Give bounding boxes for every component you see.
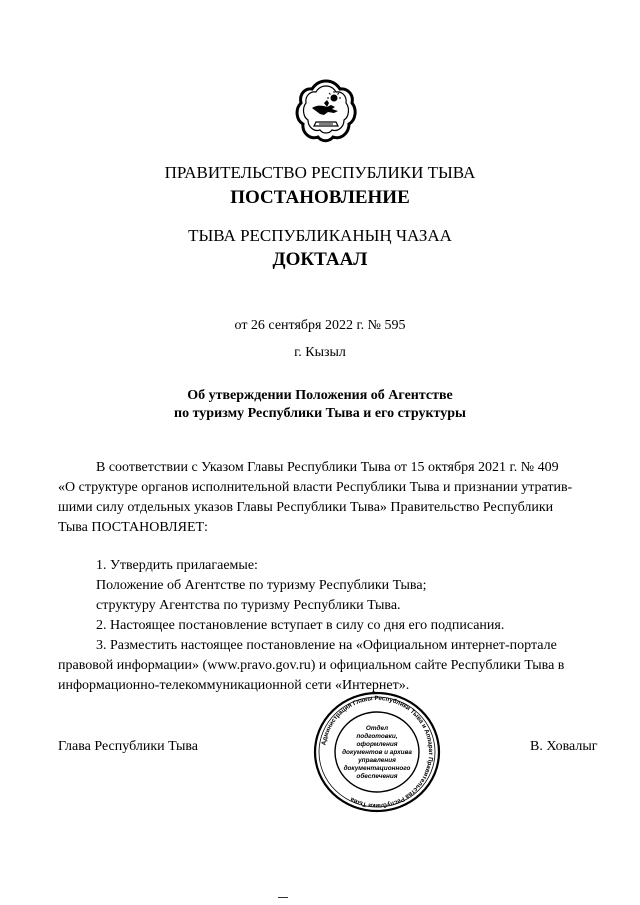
item-3-line1: 3. Разместить настоящее постановление на «Официальном интернет-портале	[96, 638, 557, 653]
svg-text:документов и архива: документов и архива	[342, 749, 412, 756]
item-2: 2. Настоящее постановление вступает в силу со дня его подписания.	[96, 618, 505, 633]
document-title-line1: Об утверждении Положения об Агентстве	[187, 388, 453, 403]
page-mark	[278, 897, 288, 898]
government-heading-tyvan: ТЫВА РЕСПУБЛИКАНЫҢ ЧАЗАА	[188, 226, 452, 245]
svg-text:управления: управления	[358, 757, 396, 764]
signature-name: В. Ховалыг	[530, 739, 598, 754]
svg-text:оформления: оформления	[356, 741, 398, 748]
document-type-heading: ПОСТАНОВЛЕНИЕ	[230, 187, 410, 208]
official-stamp-icon	[312, 690, 442, 814]
svg-text:подготовки,: подготовки,	[356, 733, 398, 740]
date-and-number: от 26 сентября 2022 г. № 595	[234, 318, 406, 333]
item-1a: Положение об Агентстве по туризму Республики Тыва;	[96, 578, 427, 593]
document-title-line2: по туризму Республики Тыва и его структуры	[174, 406, 466, 421]
document-type-heading-tyvan: ДОКТААЛ	[272, 249, 368, 270]
signature-position: Глава Республики Тыва	[58, 739, 199, 754]
svg-text:документационного: документационного	[343, 765, 411, 772]
preamble	[58, 458, 608, 538]
preamble-line3: шими силу отдельных указов Главы Республики Тыва» Правительство Республики	[58, 500, 554, 515]
svg-text:Администрация Главы Республики: Администрация Главы Республики Тыва и Аппарат Правительства Республики Тыва	[320, 694, 435, 810]
item-1: 1. Утвердить прилагаемые:	[96, 558, 258, 573]
preamble-line4: Тыва ПОСТАНОВЛЯЕТ:	[58, 520, 208, 535]
document-title	[0, 387, 640, 423]
item-3-line3: информационно-телекоммуникационной сети «Интернет».	[58, 678, 410, 693]
preamble-line1: В соответствии с Указом Главы Республики Тыва от 15 октября 2021 г. № 409	[96, 460, 559, 475]
item-1b: структуру Агентства по туризму Республики Тыва.	[96, 598, 401, 613]
resolution-items	[58, 556, 608, 696]
city: г. Кызыл	[294, 345, 346, 360]
tuva-emblem-icon	[294, 78, 358, 144]
svg-text:Отдел: Отдел	[365, 725, 389, 732]
svg-text:обеспечения: обеспечения	[356, 773, 398, 780]
item-3-line2: правовой информации» (www.pravo.gov.ru) и официальном сайте Республики Тыва в	[58, 658, 565, 673]
government-heading: ПРАВИТЕЛЬСТВО РЕСПУБЛИКИ ТЫВА	[164, 163, 476, 182]
preamble-line2: «О структуре органов исполнительной власти Республики Тыва и признании утратив-	[58, 480, 573, 495]
